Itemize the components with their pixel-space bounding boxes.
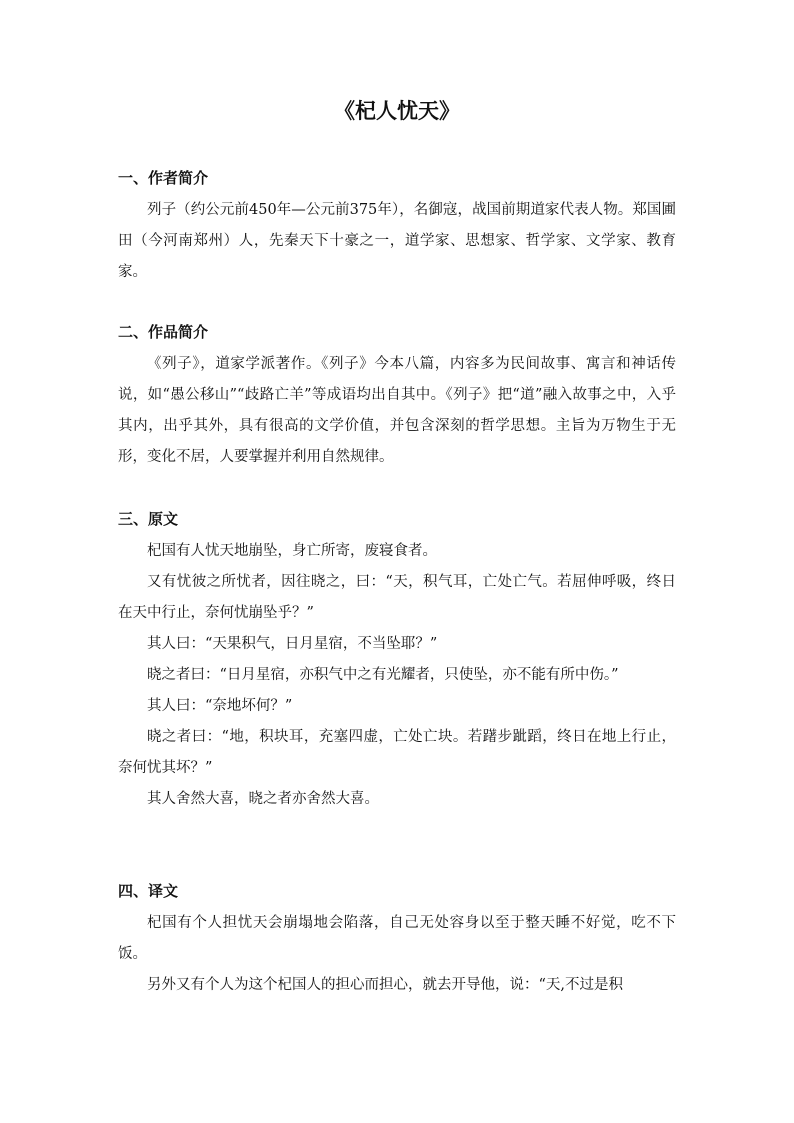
section-heading: 四、译文 — [118, 882, 179, 900]
section-heading: 一、作者简介 — [118, 169, 209, 187]
paragraph: 杞国有人忧天地崩坠，身亡所寄，废寝食者。 — [147, 543, 437, 559]
section-work-intro — [118, 321, 676, 473]
document-title: 《杞人忧天》 — [334, 98, 460, 123]
paragraph: 另外又有个人为这个杞国人的担心而担心，就去开导他，说：“天,不过是积 — [147, 977, 624, 993]
section-heading: 三、原文 — [118, 510, 179, 528]
paragraph: 列子（约公元前450年—公元前375年），名御寇，战国前期道家代表人物。郑国圃田（今河南郑州）人，先秦天下十豪之一，道学家、思想家、哲学家、文学家、教育家。 — [118, 202, 676, 280]
paragraph: 又有忧彼之所忧者，因往晓之，曰：“天，积气耳，亡处亡气。若屈伸呼吸，终日在天中行止，奈何忧崩坠乎？” — [118, 574, 676, 621]
section-translation — [118, 880, 676, 1001]
paragraph: 《列子》，道家学派著作。《列子》今本八篇，内容多为民间故事、寓言和神话传说，如“愚公移山”“歧路亡羊”等成语均出自其中。《列子》把“道”融入故事之中，入乎其内，出乎其外，具有很高的文学价值，并包含深刻的哲学思想。主旨为万物生于无形，变化不居，人要掌握并利用自然规律。 — [118, 356, 676, 465]
section-author-intro — [118, 167, 676, 288]
section-heading: 二、作品简介 — [118, 323, 209, 341]
paragraph: 其人曰：“天果积气，日月星宿，不当坠耶？” — [147, 636, 438, 652]
paragraph: 晓之者曰：“日月星宿，亦积气中之有光耀者，只使坠，亦不能有所中伤。” — [147, 667, 619, 683]
paragraph: 其人舍然大喜，晓之者亦舍然大喜。 — [147, 791, 379, 807]
paragraph: 其人曰：“奈地坏何？” — [147, 698, 293, 714]
section-original-text — [118, 508, 676, 815]
paragraph: 杞国有个人担忧天会崩塌地会陷落，自己无处容身以至于整天睡不好觉，吃不下饭。 — [118, 915, 676, 962]
paragraph: 晓之者曰：“地，积块耳，充塞四虚，亡处亡块。若躇步跐蹈，终日在地上行止，奈何忧其坏？” — [118, 729, 676, 776]
